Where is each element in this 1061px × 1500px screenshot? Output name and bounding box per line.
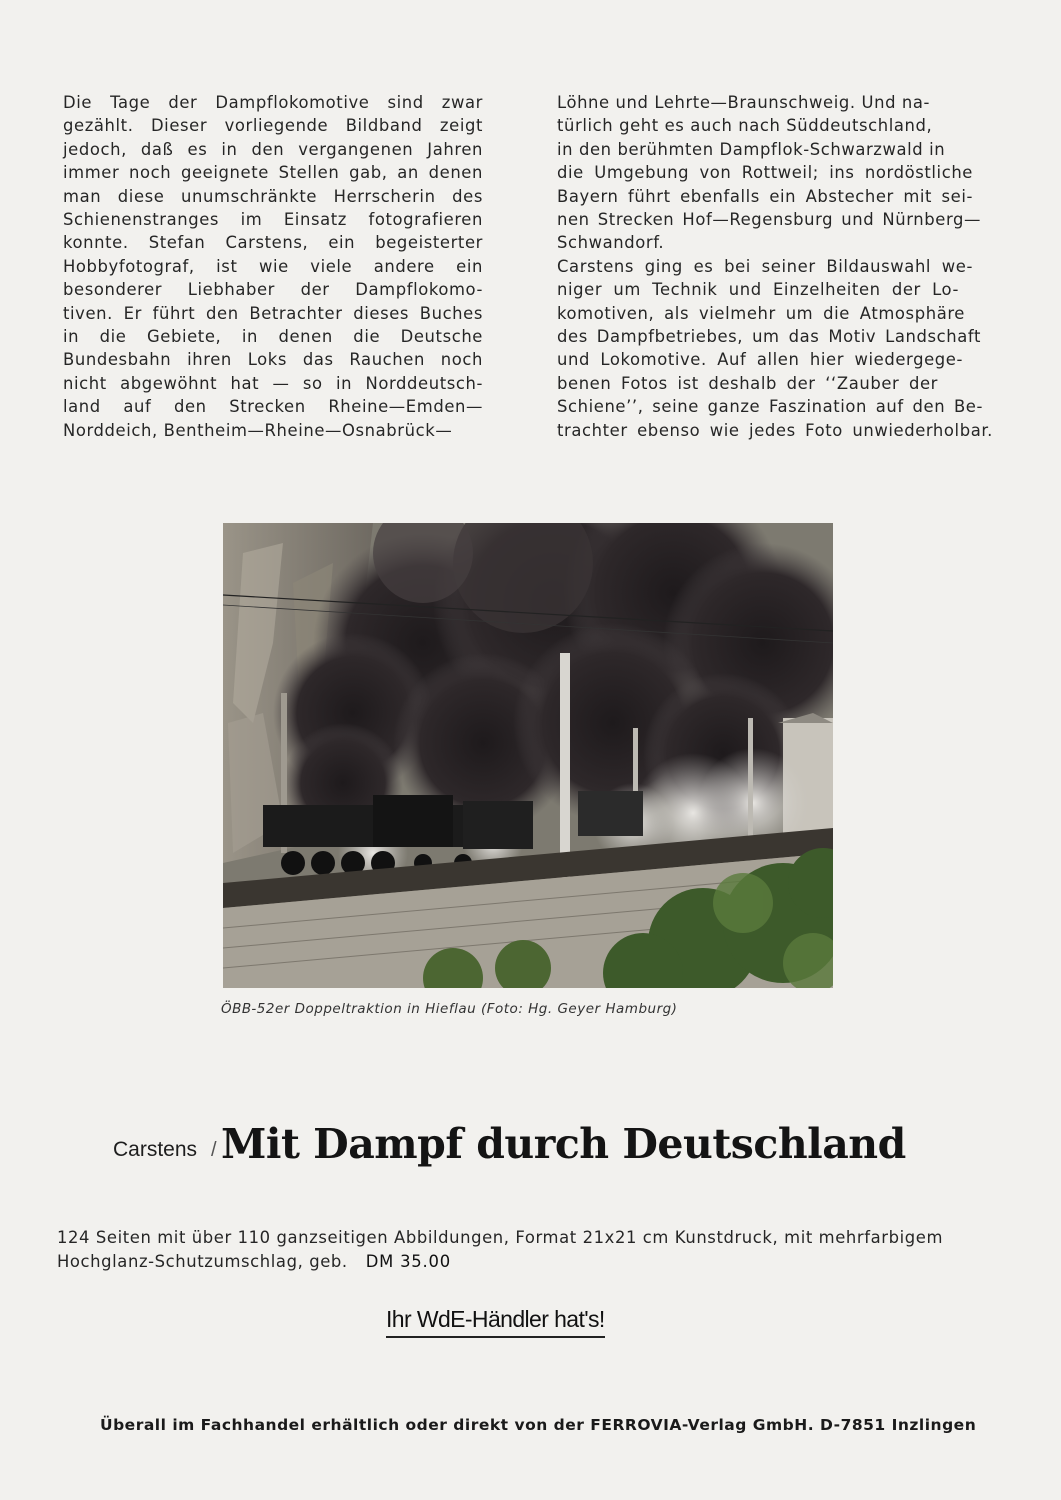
book-specs-text: 124 Seiten mit über 110 ganzseitigen Abbildungen, Format 21x21 cm Kunstdruck, mit mehrfarbigem Hochglanz-Schutzumschlag, geb.	[57, 1228, 944, 1271]
article-line: trachter ebenso wie jedes Foto unwiederholbar.	[557, 420, 993, 440]
article-line: nicht abgewöhnt hat — so in Norddeutsch-	[63, 373, 483, 393]
article-line: des Dampfbetriebes, um das Motiv Landschaft	[557, 327, 981, 347]
article-line: immer noch geeignete Stellen gab, an denen	[63, 163, 483, 183]
photo-caption: ÖBB-52er Doppeltraktion in Hieflau (Foto: Hg. Geyer Hamburg)	[221, 1001, 678, 1017]
locomotive-photo-illustration	[223, 523, 833, 988]
article-line: in den berühmten Dampflok-Schwarzwald in	[557, 139, 946, 159]
article-line: Die Tage der Dampflokomotive sind zwar	[63, 93, 483, 112]
article-line: Bayern führt ebenfalls ein Abstecher mit sei-	[557, 186, 973, 206]
dealer-slogan: Ihr WdE-Händler hat's!	[386, 1306, 605, 1338]
article-line: niger um Technik und Einzelheiten der Lo-	[557, 280, 959, 300]
article-line: komotiven, als vielmehr um die Atmosphäre	[557, 303, 965, 323]
article-line: Schiene’’, seine ganze Faszination auf den Be-	[557, 397, 983, 417]
article-line: gezählt. Dieser vorliegende Bildband zeigt	[63, 116, 483, 136]
locomotive-photo	[223, 523, 833, 988]
article-line: konnte. Stefan Carstens, ein begeisterter	[63, 233, 483, 253]
book-title-row	[113, 1120, 953, 1180]
article-line: Schienenstranges im Einsatz fotografieren	[63, 210, 483, 230]
book-title: Mit Dampf durch Deutschland	[221, 1120, 906, 1168]
article-line: nen Strecken Hof—Regensburg und Nürnberg—	[557, 210, 981, 230]
book-author: Carstens	[113, 1138, 198, 1161]
article-line: in die Gebiete, in denen die Deutsche	[63, 327, 483, 347]
article-right-column	[557, 91, 997, 442]
article-line: Löhne und Lehrte—Braunschweig. Und na-	[557, 93, 931, 112]
book-specs	[57, 1226, 997, 1273]
book-price: DM 35.00	[365, 1251, 451, 1271]
article-line: land auf den Strecken Rheine—Emden—	[63, 397, 483, 417]
article-line: jedoch, daß es in den vergangenen Jahren	[63, 139, 483, 159]
article-line: Bundesbahn ihren Loks das Rauchen noch	[63, 350, 483, 370]
article-line: und Lokomotive. Auf allen hier wiedergege-	[557, 350, 963, 370]
title-separator: /	[211, 1139, 217, 1161]
article-line: die Umgebung von Rottweil; ins nordöstliche	[557, 163, 973, 183]
article-line: Schwandorf.	[557, 233, 665, 253]
article-line: man diese unumschränkte Herrscherin des	[63, 186, 483, 206]
article-line: Carstens ging es bei seiner Bildauswahl we-	[557, 256, 973, 276]
article-line: tiven. Er führt den Betrachter dieses Buches	[63, 303, 483, 323]
article-line: benen Fotos ist deshalb der ‘‘Zauber der	[557, 373, 938, 393]
article-line: Hobbyfotograf, ist wie viele andere ein	[63, 256, 483, 276]
article-line: besonderer Liebhaber der Dampflokomo-	[63, 280, 483, 300]
article-left-column	[63, 91, 483, 442]
article-line: türlich geht es auch nach Süddeutschland,	[557, 116, 933, 136]
article-line: Norddeich, Bentheim—Rheine—Osnabrück—	[63, 420, 453, 440]
publisher-footer: Überall im Fachhandel erhältlich oder direkt von der FERROVIA-Verlag GmbH. D-7851 Inzlingen	[100, 1416, 977, 1434]
